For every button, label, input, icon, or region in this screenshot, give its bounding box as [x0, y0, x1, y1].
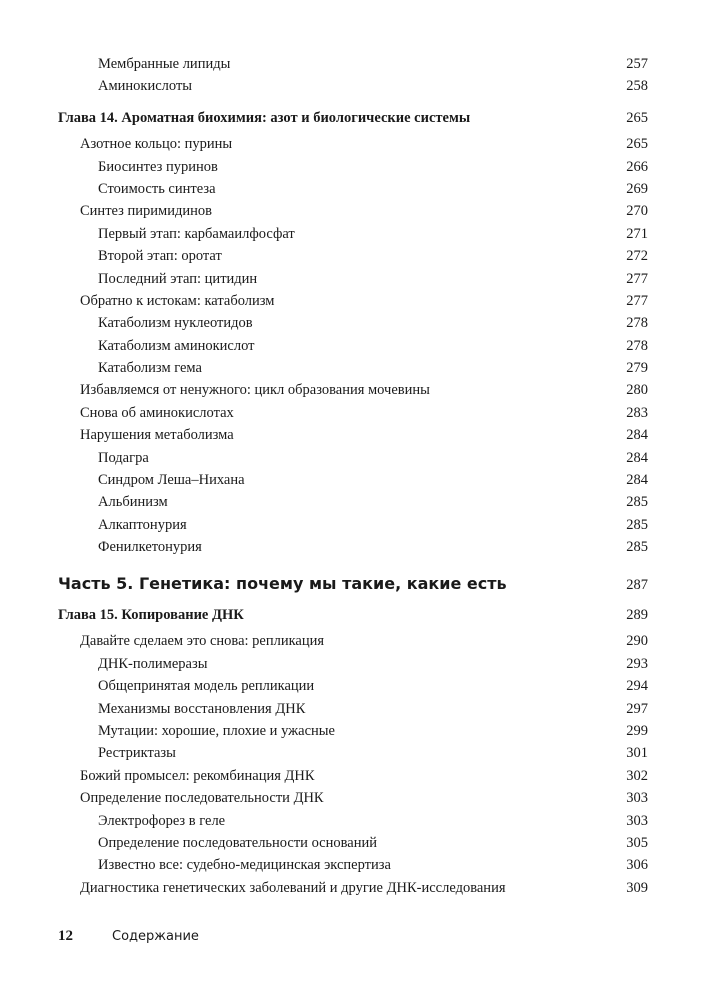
toc-entry-title: Синдром Леша–Нихана — [98, 472, 245, 489]
toc-part-heading — [58, 573, 648, 595]
toc-entry-title: Божий промысел: рекомбинация ДНК — [80, 767, 315, 784]
toc-entry-page: 302 — [626, 767, 648, 784]
toc-entry-page: 297 — [626, 700, 648, 717]
toc-entry-title: Алкаптонурия — [98, 516, 187, 533]
toc-entry-title: Нарушения метаболизма — [80, 427, 234, 444]
toc-section — [58, 290, 648, 312]
toc-entry-page: 299 — [626, 722, 648, 739]
toc-entry-page: 266 — [626, 158, 648, 175]
toc-entry-page: 301 — [626, 745, 648, 762]
toc-section — [58, 133, 648, 155]
toc-subsection — [58, 698, 648, 720]
page-footer — [58, 928, 199, 945]
toc-entry-page: 309 — [626, 879, 648, 896]
toc-subsection — [58, 447, 648, 469]
toc-entry-title: ДНК-полимеразы — [98, 655, 208, 672]
toc-entry-title: Подагра — [98, 449, 149, 466]
toc-entry-page: 303 — [626, 812, 648, 829]
toc-entry-title: Альбинизм — [98, 494, 168, 511]
toc-subsection — [58, 268, 648, 290]
toc-entry-page: 257 — [626, 56, 648, 72]
toc-subsection — [58, 514, 648, 536]
toc-entry-title: Последний этап: цитидин — [98, 270, 258, 287]
toc-subsection — [58, 742, 648, 764]
page-number: 12 — [58, 928, 73, 944]
toc-subsection — [58, 810, 648, 832]
toc-section — [58, 424, 648, 446]
toc-entry-title: Обратно к истокам: катаболизм — [80, 292, 275, 309]
toc-entry-page: 280 — [626, 382, 648, 399]
toc-entry-title: Катаболизм аминокислот — [98, 337, 255, 354]
toc-subsection — [58, 245, 648, 267]
toc-entry-page: 270 — [626, 203, 648, 220]
toc-entry-title: Фенилкетонурия — [98, 539, 202, 556]
toc-section — [58, 765, 648, 787]
toc-entry-title: Снова об аминокислотах — [80, 404, 234, 421]
toc-entry-title: Определение последовательности оснований — [98, 834, 377, 851]
toc-entry-page: 265 — [626, 109, 648, 126]
toc-subsection — [58, 357, 648, 379]
toc-entry-title: Мутации: хорошие, плохие и ужасные — [98, 722, 335, 739]
running-footer-label: Содержание — [112, 929, 199, 944]
toc-subsection — [58, 536, 648, 558]
toc-section — [58, 402, 648, 424]
toc-entry-page: 279 — [626, 360, 648, 377]
toc-entry-page: 305 — [626, 834, 648, 851]
toc-subsection — [58, 469, 648, 491]
toc-entry-title: Избавляемся от ненужного: цикл образования мочевины — [80, 382, 430, 399]
toc-entry-page: 284 — [626, 472, 648, 489]
toc-entry-page: 285 — [626, 539, 648, 556]
toc-section — [58, 787, 648, 809]
toc-entry-page: 294 — [626, 678, 648, 695]
toc-subsection — [58, 832, 648, 854]
toc-subsection — [58, 156, 648, 178]
toc-entry-title: Азотное кольцо: пурины — [80, 136, 233, 153]
toc-entry-page: 290 — [626, 633, 648, 650]
toc-entry-title: Мембранные липиды — [98, 56, 231, 72]
toc-entry-page: 283 — [626, 404, 648, 421]
toc-subsection — [58, 720, 648, 742]
toc-entry-page: 258 — [626, 78, 648, 95]
toc-entry-title: Катаболизм нуклеотидов — [98, 315, 253, 332]
toc-entry-title: Часть 5. Генетика: почему мы такие, какие есть — [58, 573, 507, 593]
toc-entry-title: Синтез пиримидинов — [80, 203, 212, 220]
toc-entry-title: Диагностика генетических заболеваний и другие ДНК-исследования — [80, 879, 506, 896]
toc-entry-title: Известно все: судебно-медицинская экспертиза — [98, 857, 391, 874]
toc-entry-title: Глава 14. Ароматная биохимия: азот и биологические системы — [58, 109, 471, 126]
toc-entry-title: Стоимость синтеза — [98, 180, 216, 197]
toc-subsection — [58, 675, 648, 697]
toc-entry-page: 287 — [626, 576, 648, 593]
toc-entry-page: 285 — [626, 494, 648, 511]
toc-entry-page: 278 — [626, 337, 648, 354]
toc-entry-page: 289 — [626, 606, 648, 623]
toc-section — [58, 200, 648, 222]
toc-subsection — [58, 854, 648, 876]
toc-entry-title: Электрофорез в геле — [98, 812, 226, 829]
toc-entry-title: Глава 15. Копирование ДНК — [58, 606, 244, 623]
toc-entry-page: 306 — [626, 857, 648, 874]
toc-entry-page: 272 — [626, 248, 648, 265]
toc-entry-page: 265 — [626, 136, 648, 153]
toc-section — [58, 877, 648, 899]
toc-entry-title: Катаболизм гема — [98, 360, 202, 377]
toc-entry-page: 284 — [626, 427, 648, 444]
toc-subsection — [58, 178, 648, 200]
toc-entry-title: Аминокислоты — [98, 78, 193, 95]
toc-entry-title: Второй этап: оротат — [98, 248, 222, 265]
toc-subsection — [58, 491, 648, 513]
toc-entry-page: 277 — [626, 292, 648, 309]
toc-subsection — [58, 75, 648, 97]
toc-entry-page: 284 — [626, 449, 648, 466]
toc-entry-title: Первый этап: карбамаилфосфат — [98, 225, 295, 242]
toc-entry-page: 277 — [626, 270, 648, 287]
toc-entry-title: Механизмы восстановления ДНК — [98, 700, 306, 717]
toc-subsection — [58, 653, 648, 675]
toc-entry-title: Давайте сделаем это снова: репликация — [80, 633, 325, 650]
toc-entry-page: 271 — [626, 225, 648, 242]
toc-chapter-heading — [58, 107, 648, 129]
toc-section — [58, 630, 648, 652]
toc-subsection — [58, 53, 648, 75]
toc-entry-page: 285 — [626, 516, 648, 533]
toc-entry-title: Определение последовательности ДНК — [80, 790, 324, 807]
toc-subsection — [58, 335, 648, 357]
toc-subsection — [58, 312, 648, 334]
toc-entry-title: Рестриктазы — [98, 745, 176, 762]
toc-entry-page: 269 — [626, 180, 648, 197]
toc-entry-title: Биосинтез пуринов — [98, 158, 218, 175]
toc-entry-page: 303 — [626, 790, 648, 807]
toc-subsection — [58, 223, 648, 245]
table-of-contents — [58, 53, 648, 899]
toc-section — [58, 379, 648, 401]
toc-chapter-heading — [58, 604, 648, 626]
toc-entry-title: Общепринятая модель репликации — [98, 678, 315, 695]
toc-entry-page: 293 — [626, 655, 648, 672]
toc-entry-page: 278 — [626, 315, 648, 332]
